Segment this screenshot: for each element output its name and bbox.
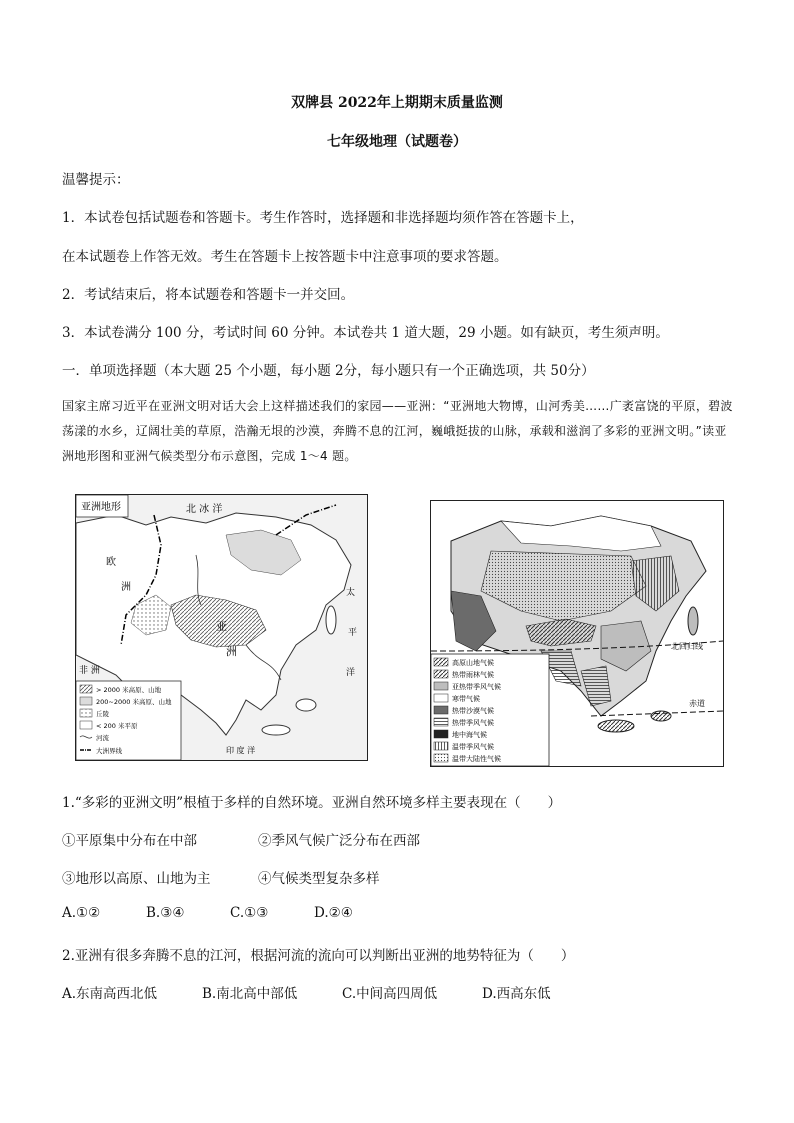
exam-subtitle: 七年级地理（试题卷） bbox=[327, 134, 467, 150]
q1-option-a[interactable]: A.①② bbox=[62, 905, 101, 921]
legend-right-8: 温带季风气候 bbox=[452, 743, 494, 751]
q2-option-a[interactable]: A.东南高西北低 bbox=[62, 986, 158, 1002]
label-pacific-3: 洋 bbox=[346, 668, 356, 678]
legend-left-2: 200~2000 米高原、山地 bbox=[96, 698, 172, 706]
label-asia-2: 洲 bbox=[226, 645, 237, 658]
reading-passage: 国家主席习近平在亚洲文明对话大会上这样描述我们的家园——亚洲：“亚洲地大物博，山河秀美……广袤富饶的平原，碧波荡漾的水乡，辽阔壮美的草原，浩瀚无垠的沙漠，奔腾不息的江河，巍峨挺拔的山脉，承载和滋润了多彩的亚洲文明。”读亚洲地形图和亚洲气候类型分布示意图，完成 1～4 题。 bbox=[62, 399, 733, 463]
asia-topography-graphic bbox=[76, 495, 367, 760]
exam-title: 双牌县 2022年上期期末质量监测 bbox=[291, 95, 503, 111]
legend-right-7: 地中海气候 bbox=[452, 731, 487, 739]
legend-right-5: 热带沙漠气候 bbox=[452, 707, 494, 715]
map-left-title: 亚洲地形 bbox=[81, 502, 121, 513]
notes-line-4: 3．本试卷满分 100 分，考试时间 60 分钟。本试卷共 1 道大题，29 小题。如有缺页，考生须声明。 bbox=[62, 325, 669, 341]
legend-right-3: 亚热带季风气候 bbox=[452, 683, 501, 691]
q1-option-b[interactable]: B.③④ bbox=[146, 905, 185, 921]
asia-climate-map bbox=[430, 500, 724, 767]
question-1-stem: 1.“多彩的亚洲文明”根植于多样的自然环境。亚洲自然环境多样主要表现在（ ） bbox=[62, 795, 562, 811]
legend-left-6: 大洲界线 bbox=[96, 747, 122, 755]
q2-option-c[interactable]: C.中间高四周低 bbox=[342, 986, 438, 1002]
legend-right-9: 温带大陆性气候 bbox=[452, 755, 501, 763]
legend-right-4: 寒带气候 bbox=[452, 695, 480, 703]
label-europe-2: 洲 bbox=[121, 582, 131, 593]
asia-climate-graphic bbox=[431, 501, 723, 766]
label-equator: 赤道 bbox=[689, 699, 705, 708]
legend-right-1: 高原山地气候 bbox=[452, 659, 494, 667]
legend-left-3: 丘陵 bbox=[96, 710, 109, 718]
label-indian-ocean: 印 度 洋 bbox=[226, 746, 256, 755]
notes-line-2: 在本试题卷上作答无效。考生在答题卡上按答题卡中注意事项的要求答题。 bbox=[62, 249, 508, 265]
label-asia: 亚 bbox=[216, 620, 227, 633]
label-pacific-2: 平 bbox=[348, 628, 358, 638]
asia-topography-map bbox=[75, 494, 368, 761]
legend-left-5: 河流 bbox=[96, 734, 109, 742]
notes-line-3: 2．考试结束后，将本试题卷和答题卡一并交回。 bbox=[62, 287, 355, 303]
legend-right-6: 热带季风气候 bbox=[452, 719, 494, 727]
q1-statement-3: ③地形以高原、山地为主 bbox=[62, 871, 211, 887]
q2-option-b[interactable]: B.南北高中部低 bbox=[202, 986, 298, 1002]
q1-option-d[interactable]: D.②④ bbox=[314, 905, 353, 921]
label-europe: 欧 bbox=[106, 557, 116, 568]
notes-heading: 温馨提示： bbox=[62, 172, 130, 188]
legend-left-4: < 200 米平原 bbox=[96, 722, 138, 730]
q2-option-d[interactable]: D.西高东低 bbox=[482, 986, 551, 1002]
legend-right-2: 热带雨林气候 bbox=[452, 671, 494, 679]
q1-statement-4: ④气候类型复杂多样 bbox=[258, 871, 380, 887]
legend-left-1: > 2000 米高原、山地 bbox=[96, 686, 162, 694]
question-2-stem: 2.亚洲有很多奔腾不息的江河，根据河流的流向可以判断出亚洲的地势特征为（ ） bbox=[62, 948, 575, 964]
section-heading: 一．单项选择题（本大题 25 个小题，每小题 2分，每小题只有一个正确选项，共 50分） bbox=[62, 363, 595, 379]
label-arctic: 北 冰 洋 bbox=[186, 504, 223, 515]
q1-option-c[interactable]: C.①③ bbox=[230, 905, 269, 921]
label-tropic-line: 北回归线 bbox=[671, 642, 703, 651]
label-africa: 非 洲 bbox=[79, 666, 100, 676]
label-pacific-1: 太 bbox=[346, 588, 356, 598]
q1-statement-2: ②季风气候广泛分布在西部 bbox=[258, 833, 420, 849]
q1-statement-1: ①平原集中分布在中部 bbox=[62, 833, 197, 849]
notes-line-1: 1．本试卷包括试题卷和答题卡。考生作答时，选择题和非选择题均须作答在答题卡上， bbox=[62, 210, 584, 226]
